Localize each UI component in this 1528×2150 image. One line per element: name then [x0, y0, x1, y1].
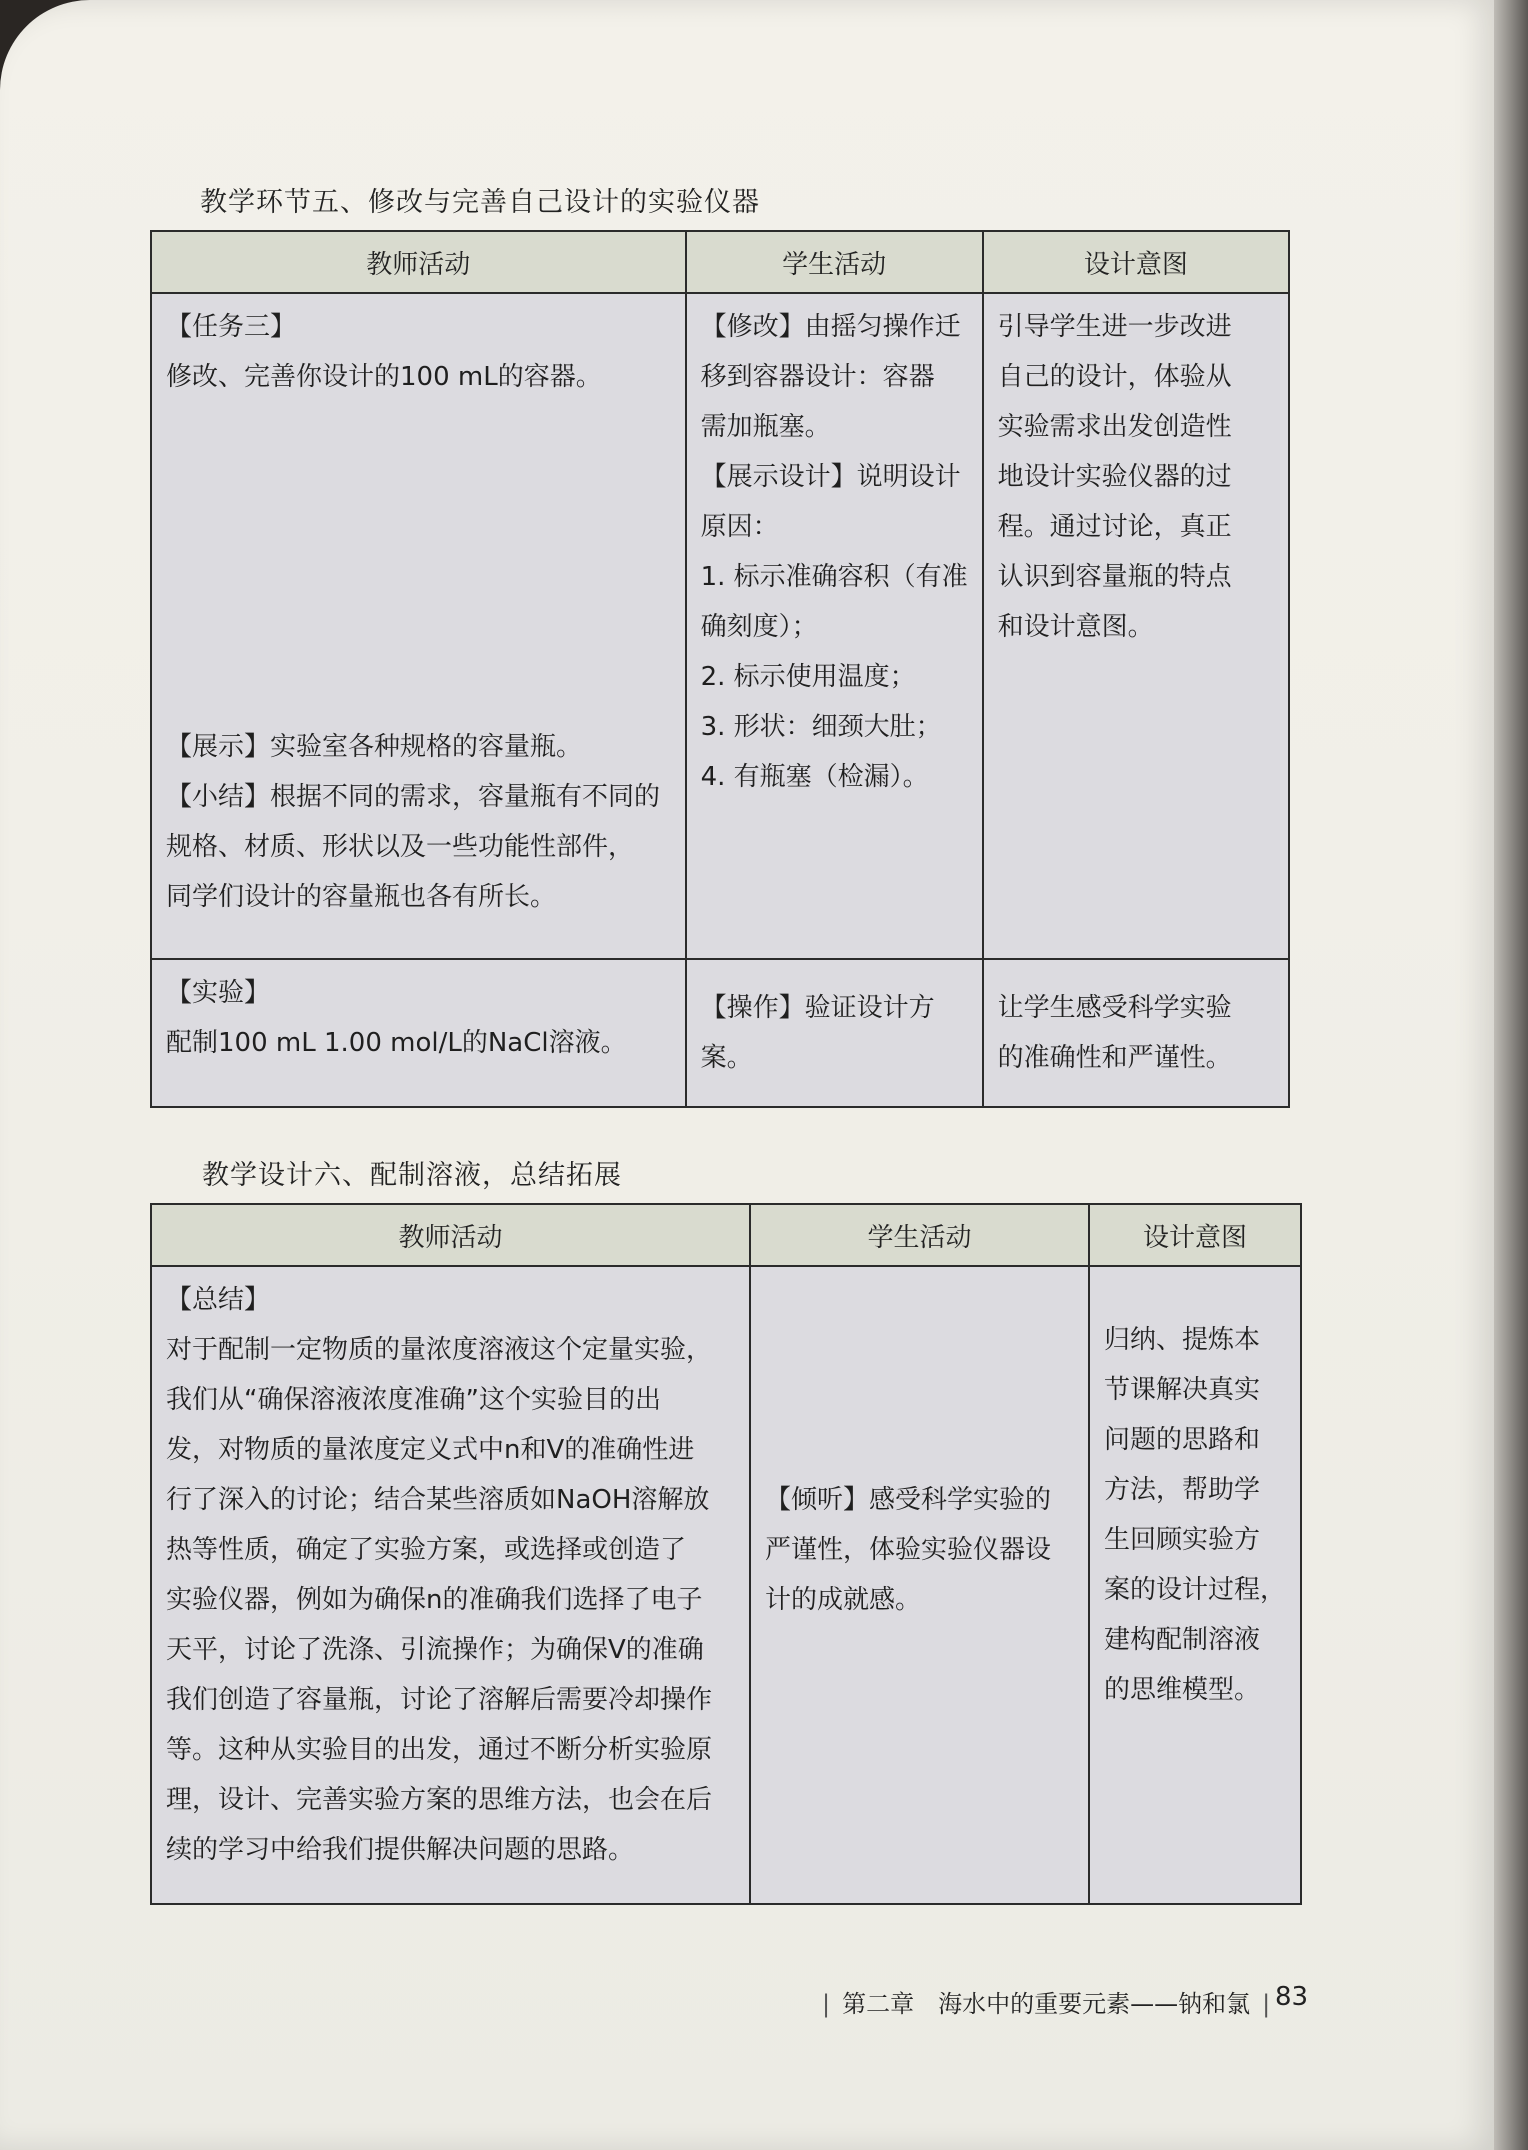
design-intent-cell: [983, 293, 1289, 959]
text-line: 问题的思路和: [1103, 1425, 1260, 1455]
text-line: 等。这种从实验目的出发，通过不断分析实验原: [166, 1735, 713, 1765]
header-intent: 设计意图: [1089, 1204, 1301, 1266]
student-activity-cell: [686, 293, 983, 959]
text-line: 和设计意图。: [997, 612, 1154, 642]
text-line: 节课解决真实: [1103, 1375, 1260, 1405]
text-line: 同学们设计的容量瓶也各有所长。: [166, 882, 557, 912]
text-line: 我们创造了容量瓶，讨论了溶解后需要冷却操作: [166, 1685, 713, 1715]
text-line: 计的成就感。: [764, 1585, 921, 1615]
table-row: [151, 293, 1289, 959]
teacher-activity-cell: [151, 1266, 750, 1904]
text-line: 【倾听】感受科学实验的: [764, 1485, 1051, 1515]
header-student: 学生活动: [686, 231, 983, 293]
text-line: 【修改】由摇匀操作迁: [700, 312, 961, 342]
text-line: 【总结】: [166, 1285, 271, 1315]
text-line: 配制100 mL 1.00 mol/L的NaCl溶液。: [166, 1028, 627, 1058]
text-line: 1. 标示准确容积（有准: [700, 562, 968, 592]
header-teacher: 教师活动: [151, 231, 686, 293]
text-line: 天平，讨论了洗涤、引流操作；为确保V的准确: [166, 1635, 704, 1665]
text-line: 案的设计过程，: [1103, 1575, 1286, 1605]
text-line: 【小结】根据不同的需求，容量瓶有不同的: [166, 782, 661, 812]
text-line: 地设计实验仪器的过: [997, 462, 1232, 492]
text-line: 【操作】验证设计方: [700, 993, 935, 1023]
text-line: 确刻度）；: [700, 612, 818, 642]
chapter-title: 第二章 海水中的重要元素——钠和氯: [842, 1990, 1251, 2018]
text-line: 3. 形状：细颈大肚；: [700, 712, 942, 742]
text-line: 行了深入的讨论；结合某些溶质如NaOH溶解放: [166, 1485, 710, 1515]
text-line: 【展示设计】说明设计: [700, 462, 961, 492]
text-line: 续的学习中给我们提供解决问题的思路。: [166, 1835, 635, 1865]
table-header-row: [151, 1204, 1301, 1266]
text-line: 理，设计、完善实验方案的思维方法，也会在后: [166, 1785, 713, 1815]
header-student: 学生活动: [750, 1204, 1089, 1266]
text-line: 热等性质，确定了实验方案，或选择或创造了: [166, 1535, 687, 1565]
text-line: 生回顾实验方: [1103, 1525, 1260, 1555]
spacer: [166, 402, 671, 722]
text-line: 【任务三】: [166, 312, 297, 342]
text-line: 【展示】实验室各种规格的容量瓶。: [166, 732, 583, 762]
text-line: 原因：: [700, 512, 779, 542]
text-line: 建构配制溶液: [1103, 1625, 1260, 1655]
text-line: 4. 有瓶塞（检漏）。: [700, 762, 929, 792]
text-line: 严谨性，体验实验仪器设: [764, 1535, 1051, 1565]
text-line: 规格、材质、形状以及一些功能性部件，: [166, 832, 635, 862]
header-intent: 设计意图: [983, 231, 1289, 293]
teacher-activity-cell: [151, 293, 686, 959]
text-line: 方法，帮助学: [1103, 1475, 1260, 1505]
text-line: 的准确性和严谨性。: [997, 1043, 1232, 1073]
table-row: [151, 1266, 1301, 1904]
text-line: 程。通过讨论，真正: [997, 512, 1232, 542]
text-line: 需加瓶塞。: [700, 412, 831, 442]
text-line: 实验需求出发创造性: [997, 412, 1232, 442]
teacher-activity-cell: [151, 959, 686, 1107]
text-line: 归纳、提炼本: [1103, 1325, 1260, 1355]
student-activity-cell: [686, 959, 983, 1107]
text-line: 【实验】: [166, 978, 271, 1008]
page-stack-edge: [1494, 0, 1528, 2150]
design-intent-cell: [1089, 1266, 1301, 1904]
text-line: 对于配制一定物质的量浓度溶液这个定量实验，: [166, 1335, 713, 1365]
text-line: 的思维模型。: [1103, 1675, 1260, 1705]
text-line: 实验仪器，例如为确保n的准确我们选择了电子: [166, 1585, 703, 1615]
text-line: 修改、完善你设计的100 mL的容器。: [166, 362, 602, 392]
text-line: 自己的设计，体验从: [997, 362, 1232, 392]
text-line: 案。: [700, 1043, 753, 1073]
text-line: 2. 标示使用温度；: [700, 662, 916, 692]
text-line: 我们从“确保溶液浓度准确”这个实验目的出: [166, 1385, 661, 1415]
footer-divider: |: [822, 1990, 831, 2018]
footer-divider: |: [1262, 1990, 1271, 2018]
section-title-six: 教学设计六、配制溶液，总结拓展: [202, 1160, 622, 1191]
table-header-row: [151, 231, 1289, 293]
text-line: 移到容器设计：容器: [700, 362, 935, 392]
page-number: 83: [1275, 1982, 1309, 2012]
text-line: 引导学生进一步改进: [997, 312, 1232, 342]
table-teaching-step-five: [150, 230, 1290, 1108]
text-line: 认识到容量瓶的特点: [997, 562, 1232, 592]
header-teacher: 教师活动: [151, 1204, 750, 1266]
design-intent-cell: [983, 959, 1289, 1107]
student-activity-cell: [750, 1266, 1089, 1904]
section-title-five: 教学环节五、修改与完善自己设计的实验仪器: [200, 187, 760, 218]
table-row: [151, 959, 1289, 1107]
spacer: [765, 1275, 1074, 1475]
chapter-footer: [810, 1984, 1282, 2019]
table-teaching-step-six: [150, 1203, 1302, 1905]
text-line: 让学生感受科学实验: [997, 993, 1232, 1023]
spacer: [1104, 1275, 1286, 1315]
text-line: 发，对物质的量浓度定义式中n和V的准确性进: [166, 1435, 695, 1465]
